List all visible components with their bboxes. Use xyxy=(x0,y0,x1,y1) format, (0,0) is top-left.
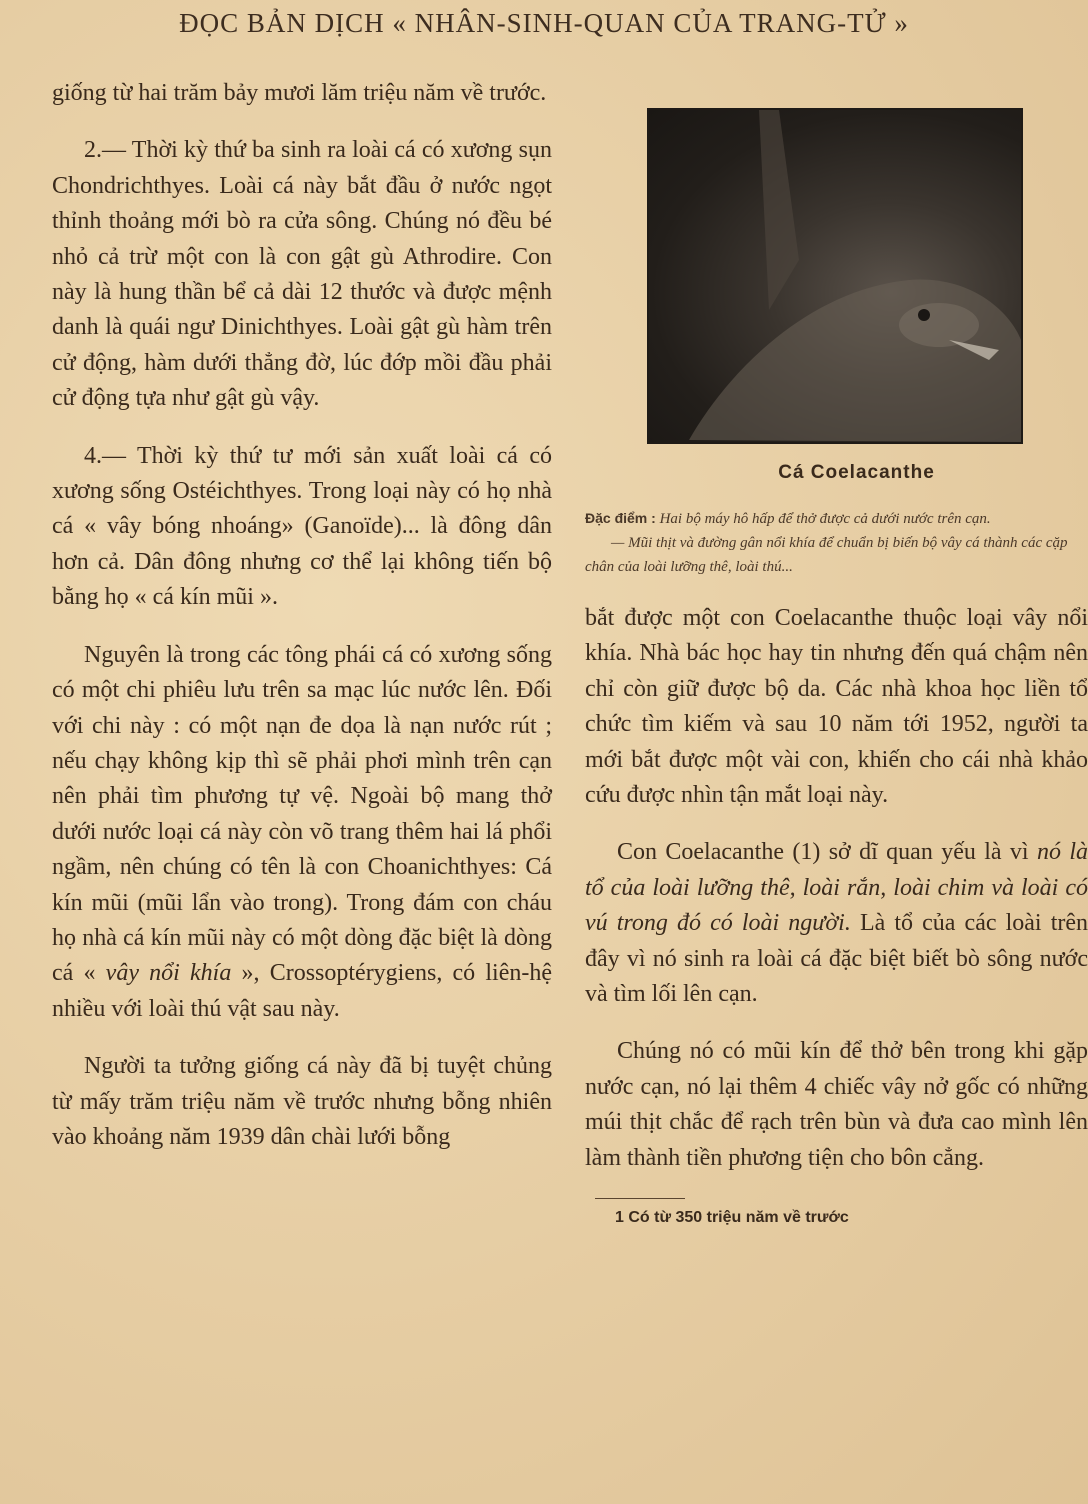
paragraph-ancestor: Con Coelacanthe (1) sở dĩ quan yếu là vì nó là tổ của loài lưỡng thê, loài rắn, loài chim và loài có vú trong đó có loài người. Là tổ của các loài trên đây vì nó sinh ra loài cá đặc biệt biết bò sông nước và tìm lối lên cạn. xyxy=(585,839,1088,1008)
photo-caption: Cá Coelacanthe xyxy=(778,462,935,483)
fish-illustration xyxy=(649,110,1021,442)
paragraph-period-4: 4.— Thời kỳ thứ tư mới sản xuất loài cá có xương sống Ostéichthyes. Trong loại này có họ nhà cá « vây bóng nhoáng» (Ganoïde)... là đông dân hơn cả. Dân đông nhưng cơ thể lại không tiến bộ bằng họ « cá kín mũi ». xyxy=(52,442,552,611)
footnote-rule xyxy=(595,1198,685,1199)
paragraph-period-3: 2.— Thời kỳ thứ ba sinh ra loài cá có xương sụn Chondrichthyes. Loài cá này bắt đầu ở nước ngọt thỉnh thoảng mới bò ra cửa sông. Chúng nó đều bé nhỏ cả trừ một con là con gật gù Athrodire. Con này là hung thần bể cả dài 12 thước và được mệnh danh là quái ngư Dinichthyes. Loài gật gù hàm trên cử động, hàm dưới thẳng đờ, lúc đớp mồi đầu phải cử động tựa như gật gù vậy. xyxy=(52,137,552,412)
right-column xyxy=(585,108,1088,1227)
paragraph-discovery: bắt được một con Coelacanthe thuộc loại vây nổi khía. Nhà bác học hay tin nhưng đến quá chậm nên chỉ còn giữ được bộ da. Các nhà khoa học liền tổ chức tìm kiếm và sau 10 năm tới 1952, người ta mới bắt được một vài con, khiến cho cái nhà khảo cứu được nhìn tận mắt loại này. xyxy=(585,605,1088,809)
footnote: 1 Có từ 350 triệu năm về trước xyxy=(615,1209,849,1227)
paragraph-choanichthyes: Nguyên là trong các tông phái cá có xương sống có một chi phiêu lưu trên sa mạc lúc nước lên. Đối với chi này : có một nạn đe dọa là nạn nước rút ; nếu chạy không kịp thì sẽ phải phơi mình trên cạn nên phải tìm phương tự vệ. Ngoài bộ mang thở dưới nước loại cá này còn võ trang thêm hai lá phổi ngầm, nên chúng có tên là con Choanichthyes: Cá kín mũi (mũi lẩn vào trong). Trong đám con cháu họ nhà cá kín mũi này có một dòng đặc biệt là dòng cá « vây nổi khía », Crossoptérygiens, có liên-hệ nhiều với loài thú vật sau này. xyxy=(52,641,552,1022)
left-column xyxy=(52,76,552,1155)
paragraph-fins: Chúng nó có mũi kín để thở bên trong khi gặp nước cạn, nó lại thêm 4 chiếc vây nở gốc có những múi thịt chắc để rạch trên bùn và đưa cao mình lên làm thành tiền phương tiện cho bôn cẳng. xyxy=(585,1038,1088,1171)
coelacanthe-photo xyxy=(647,108,1027,448)
paragraph-extinction: Người ta tưởng giống cá này đã bị tuyệt chủng từ mấy trăm triệu năm về trước nhưng bỗng nhiên vào khoảng năm 1939 dân chài lưới bỗng xyxy=(52,1053,552,1150)
photo-notes: Đặc điểm : Hai bộ máy hô hấp để thở được cả dưới nước trên cạn. — Mũi thịt và đường gân nổi khía để chuẩn bị biến bộ vây cá thành các cặp chân của loài lưỡng thê, loài thú... xyxy=(585,510,1068,575)
paragraph-continuation: giống từ hai trăm bảy mươi lăm triệu năm về trước. xyxy=(52,80,547,106)
page-header: ĐỌC BẢN DỊCH « NHÂN-SINH-QUAN CỦA TRANG-TỬ » xyxy=(179,8,909,38)
